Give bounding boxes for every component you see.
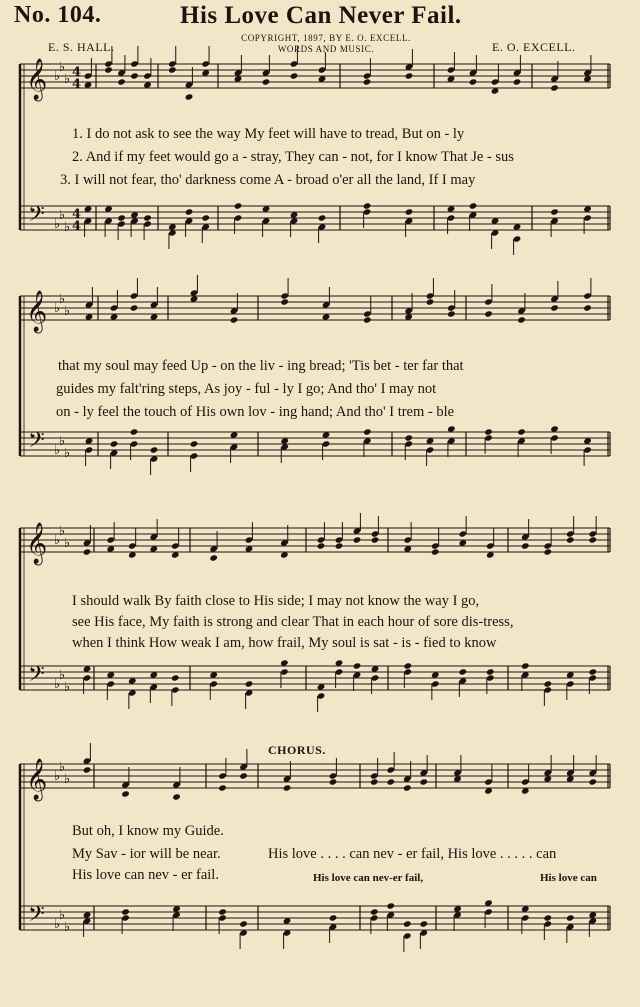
note-head bbox=[419, 920, 428, 927]
note-head bbox=[239, 920, 248, 927]
note-head bbox=[370, 778, 379, 785]
note-head bbox=[335, 542, 344, 549]
chorus-lyric: His love can nev - er fail. bbox=[72, 867, 219, 883]
note-head bbox=[168, 66, 177, 73]
note-head bbox=[130, 304, 139, 311]
flat-sign: ♭ bbox=[59, 434, 66, 449]
lyric-line: when I think How weak I am, how frail, My soul is sat - is - fied to know bbox=[72, 635, 497, 651]
note-head bbox=[550, 208, 559, 215]
note-head bbox=[521, 662, 530, 669]
note-head bbox=[484, 310, 493, 317]
note-head bbox=[403, 784, 412, 791]
lyric-line: that my soul may feed Up - on the liv - ing bread; 'Tis bet - ter far that bbox=[58, 358, 464, 374]
note-head bbox=[201, 214, 210, 221]
note-head bbox=[117, 78, 126, 85]
note-head bbox=[405, 72, 414, 79]
note-head bbox=[329, 778, 338, 785]
note-head bbox=[419, 778, 428, 785]
note-head bbox=[130, 428, 139, 435]
note-head bbox=[143, 214, 152, 221]
flat-sign: ♭ bbox=[54, 769, 61, 784]
note-head bbox=[513, 78, 522, 85]
note-head bbox=[185, 208, 194, 215]
time-signature: 4 bbox=[72, 65, 82, 80]
note-head bbox=[405, 208, 414, 215]
flat-sign: ♭ bbox=[64, 446, 71, 461]
note-head bbox=[83, 548, 92, 555]
flat-sign: ♭ bbox=[64, 536, 71, 551]
treble-clef: 𝄞 bbox=[26, 523, 48, 564]
flat-sign: ♭ bbox=[59, 524, 66, 539]
chorus-lyric: His love . . . . can nev - er fail, His love . . . . . can bbox=[268, 846, 557, 862]
note-head bbox=[521, 542, 530, 549]
note-head bbox=[104, 66, 113, 73]
note-head bbox=[371, 536, 380, 543]
flat-sign: ♭ bbox=[59, 292, 66, 307]
chorus-lyric: His love can bbox=[540, 872, 597, 884]
note-head bbox=[329, 914, 338, 921]
flat-sign: ♭ bbox=[64, 772, 71, 787]
bass-clef: 𝄢 bbox=[28, 902, 45, 932]
note-head bbox=[431, 548, 440, 555]
lyricist-credit: E. S. HALL. bbox=[48, 40, 115, 54]
flat-sign: ♭ bbox=[59, 208, 66, 223]
note-head bbox=[469, 78, 478, 85]
note-head bbox=[403, 662, 412, 669]
note-head bbox=[517, 428, 526, 435]
flat-sign: ♭ bbox=[64, 680, 71, 695]
flat-sign: ♭ bbox=[54, 301, 61, 316]
note-head bbox=[262, 78, 271, 85]
note-head bbox=[386, 902, 395, 909]
treble-clef: 𝄞 bbox=[26, 759, 48, 800]
time-signature: 4 bbox=[72, 207, 82, 222]
note-head bbox=[363, 428, 372, 435]
note-head bbox=[588, 778, 597, 785]
lyric-line: 1. I do not ask to see the way My feet will have to tread, But on - ly bbox=[72, 126, 465, 142]
note-head bbox=[110, 440, 119, 447]
note-head bbox=[83, 766, 92, 773]
note-head bbox=[317, 542, 326, 549]
note-head bbox=[130, 72, 139, 79]
flat-sign: ♭ bbox=[54, 69, 61, 84]
note-head bbox=[353, 536, 362, 543]
copyright-notice: COPYRIGHT, 1897, BY E. O. EXCELL. bbox=[241, 33, 411, 43]
note-head bbox=[318, 214, 327, 221]
bass-clef: 𝄢 bbox=[28, 428, 45, 458]
note-head bbox=[121, 908, 130, 915]
chorus-lyric: His love can nev-er fail, bbox=[313, 872, 424, 884]
treble-clef: 𝄞 bbox=[26, 59, 48, 100]
note-head bbox=[484, 428, 493, 435]
note-head bbox=[550, 84, 559, 91]
note-head bbox=[566, 536, 575, 543]
note-head bbox=[426, 298, 435, 305]
note-head bbox=[121, 790, 130, 797]
lyric-line: 2. And if my feet would go a - stray, They can - not, for I know That Je - sus bbox=[72, 149, 514, 165]
note-head bbox=[185, 93, 194, 100]
note-head bbox=[403, 920, 412, 927]
note-head bbox=[218, 784, 227, 791]
lyric-line: 3. I will not fear, tho' darkness come A - broad o'er all the land, If I may bbox=[60, 172, 476, 188]
flat-sign: ♭ bbox=[54, 217, 61, 232]
note-head bbox=[280, 298, 289, 305]
note-head bbox=[588, 536, 597, 543]
note-head bbox=[239, 772, 248, 779]
flat-sign: ♭ bbox=[54, 443, 61, 458]
note-head bbox=[370, 908, 379, 915]
note-head bbox=[245, 680, 254, 687]
bass-clef: 𝄢 bbox=[28, 202, 45, 232]
note-head bbox=[171, 674, 180, 681]
lyric-line: guides my falt'ring steps, As joy - ful - ly I go; And tho' I may not bbox=[56, 381, 437, 397]
note-head bbox=[543, 548, 552, 555]
treble-clef: 𝄞 bbox=[26, 291, 48, 332]
chorus-lyric: My Sav - ior will be near. bbox=[72, 846, 221, 862]
words-and-music-note: WORDS AND MUSIC. bbox=[277, 44, 375, 54]
time-signature: 4 bbox=[72, 219, 82, 234]
note-head bbox=[486, 668, 495, 675]
hymn-title: His Love Can Never Fail. bbox=[180, 2, 462, 29]
note-head bbox=[447, 310, 456, 317]
hymn-number: No. 104. bbox=[14, 2, 102, 28]
time-signature: 4 bbox=[72, 77, 82, 92]
note-head bbox=[363, 202, 372, 209]
note-head bbox=[404, 434, 413, 441]
note-head bbox=[550, 304, 559, 311]
note-head bbox=[583, 304, 592, 311]
flat-sign: ♭ bbox=[64, 220, 71, 235]
lyric-line: I should walk By faith close to His side; I may not know the way I go, bbox=[72, 593, 480, 609]
note-head bbox=[234, 202, 243, 209]
note-head bbox=[353, 662, 362, 669]
flat-sign: ♭ bbox=[59, 760, 66, 775]
note-head bbox=[517, 316, 526, 323]
note-head bbox=[543, 914, 552, 921]
flat-sign: ♭ bbox=[54, 677, 61, 692]
note-head bbox=[172, 793, 181, 800]
note-head bbox=[290, 72, 299, 79]
composer-credit: E. O. EXCELL. bbox=[492, 40, 576, 54]
bass-clef: 𝄢 bbox=[28, 662, 45, 692]
flat-sign: ♭ bbox=[64, 920, 71, 935]
note-head bbox=[566, 914, 575, 921]
note-head bbox=[190, 440, 199, 447]
note-head bbox=[588, 668, 597, 675]
note-head bbox=[218, 908, 227, 915]
lyric-line: on - ly feel the touch of His own lov - ing hand; And tho' I trem - ble bbox=[56, 404, 455, 420]
flat-sign: ♭ bbox=[64, 72, 71, 87]
note-head bbox=[117, 214, 126, 221]
note-head bbox=[363, 78, 372, 85]
note-head bbox=[230, 316, 239, 323]
flat-sign: ♭ bbox=[59, 908, 66, 923]
flat-sign: ♭ bbox=[59, 668, 66, 683]
note-head bbox=[469, 202, 478, 209]
chorus-lyric: But oh, I know my Guide. bbox=[72, 823, 224, 839]
note-head bbox=[363, 316, 372, 323]
lyric-line: see His face, My faith is strong and clear That in each hour of sore dis-tress, bbox=[72, 614, 514, 630]
note-head bbox=[543, 680, 552, 687]
chorus-label: CHORUS. bbox=[268, 743, 326, 757]
note-head bbox=[458, 668, 467, 675]
flat-sign: ♭ bbox=[54, 917, 61, 932]
note-head bbox=[283, 784, 292, 791]
note-head bbox=[386, 778, 395, 785]
note-head bbox=[209, 554, 218, 561]
flat-sign: ♭ bbox=[54, 533, 61, 548]
note-head bbox=[150, 446, 159, 453]
flat-sign: ♭ bbox=[64, 304, 71, 319]
flat-sign: ♭ bbox=[59, 60, 66, 75]
